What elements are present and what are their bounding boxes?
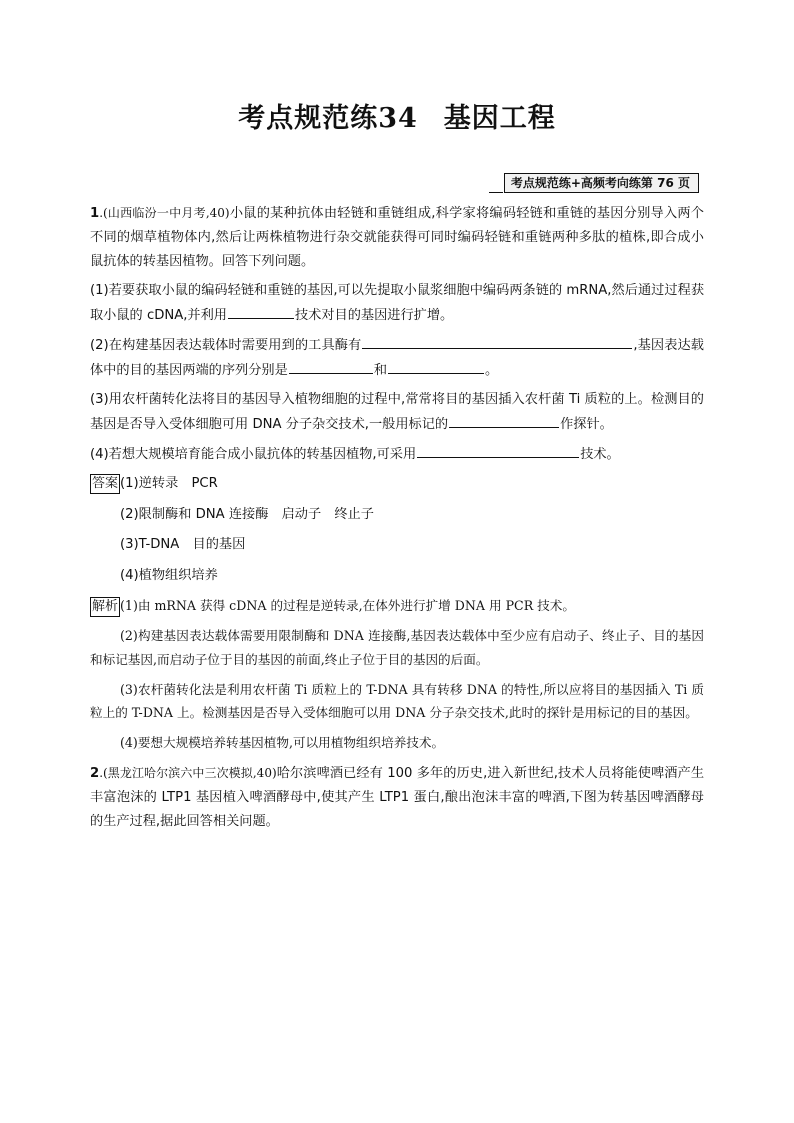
explanation-line-3: (3)农杆菌转化法是利用农杆菌 Ti 质粒上的 T-DNA 具有转移 DNA 的特性,所以应将目的基因插入 Ti 质粒上的 T-DNA 上。检测基因是否导入受体细胞可以用 DNA 分子杂交技术,此时的探针是用标记的目的基因。 bbox=[90, 681, 704, 720]
answer-text: (1)逆转录 PCR bbox=[120, 476, 218, 491]
answer-line-1 bbox=[90, 472, 704, 496]
part-text: (3)用农杆菌转化法将目的基因导入植物细胞的过程中,常常将目的基因插入农杆菌 Ti 质粒的上。检测目的基因是否导入受体细胞可用 DNA 分子杂交技术,一般用标记的 bbox=[90, 392, 704, 433]
question-2-stem bbox=[90, 761, 704, 835]
page-reference bbox=[489, 173, 699, 193]
answer-label: 答案 bbox=[90, 474, 120, 494]
explanation-text: (1)由 mRNA 获得 cDNA 的过程是逆转录,在体外进行扩增 DNA 用 PCR 技术。 bbox=[120, 598, 575, 613]
part-text: 作探针。 bbox=[560, 417, 613, 433]
answer-line-3: (3)T-DNA 目的基因 bbox=[120, 537, 246, 552]
question-text: 哈尔滨啤酒已经有 100 多年的历史,进入新世纪,技术人员将能使啤酒产生丰富泡沫的 LTP1 基因植入啤酒酵母中,使其产生 LTP1 蛋白,酿出泡沫丰富的啤酒,下图为转基因啤酒酵母的生产过程,据此回答相关问题。 bbox=[90, 766, 705, 830]
page-content bbox=[90, 201, 704, 839]
question-1-part-4 bbox=[90, 442, 704, 467]
part-text: ,基因表达载体中的目的基因两端的序列分别是 bbox=[90, 338, 704, 379]
answer-line-4: (4)植物组织培养 bbox=[120, 567, 218, 583]
answer-blank bbox=[362, 333, 632, 349]
answer-blank bbox=[417, 442, 579, 458]
question-1-part-2 bbox=[90, 333, 704, 383]
part-text: 和 bbox=[373, 363, 387, 379]
question-1-part-1 bbox=[90, 279, 704, 328]
answer-line-2: (2)限制酶和 DNA 连接酶 启动子 终止子 bbox=[120, 506, 374, 522]
part-text: 技术。 bbox=[580, 447, 620, 463]
question-1-stem bbox=[90, 201, 704, 275]
question-text: 小鼠的某种抗体由轻链和重链组成,科学家将编码轻链和重链的基因分别导入两个不同的烟草植物体内,然后让两株植物进行杂交就能获得可同时编码轻链和重链两种多肽的植株,即合成小鼠抗体的转基因植物。回答下列问题。 bbox=[90, 206, 704, 270]
title-topic: 基因工程 bbox=[443, 103, 556, 134]
ref-underline bbox=[489, 176, 503, 193]
question-source: .(黑龙江哈尔滨六中三次模拟,40) bbox=[99, 766, 277, 780]
explanation-line-2: (2)构建基因表达载体需要用限制酶和 DNA 连接酶,基因表达载体中至少应有启动子、终止子、目的基因和标记基因,而启动子位于目的基因的前面,终止子位于目的基因的后面。 bbox=[90, 628, 704, 667]
explanation-line-1 bbox=[90, 594, 704, 618]
answer-blank bbox=[449, 412, 559, 428]
part-text: 技术对目的基因进行扩增。 bbox=[295, 308, 454, 324]
part-text: (2)在构建基因表达载体时需要用到的工具酶有 bbox=[90, 338, 362, 354]
question-number: 2 bbox=[90, 766, 100, 781]
page-title bbox=[0, 96, 794, 135]
part-text: 。 bbox=[485, 363, 499, 379]
answer-blank bbox=[388, 358, 484, 374]
answer-blank bbox=[289, 358, 373, 374]
part-text: 过程获取小鼠的 cDNA,并利用 bbox=[90, 283, 705, 324]
question-source: .(山西临汾一中月考,40) bbox=[99, 206, 230, 220]
explanation-label: 解析 bbox=[90, 597, 120, 617]
part-text: (1)若要获取小鼠的编码轻链和重链的基因,可以先提取小鼠浆细胞中编码两条链的 mRNA,然后通过 bbox=[90, 283, 665, 299]
part-text: (4)若想大规模培育能合成小鼠抗体的转基因植物,可采用 bbox=[90, 447, 417, 463]
title-main: 考点规范练34 bbox=[238, 103, 418, 134]
question-1-part-3 bbox=[90, 388, 704, 437]
explanation-line-4: (4)要想大规模培养转基因植物,可以用植物组织培养技术。 bbox=[120, 735, 445, 750]
answer-blank bbox=[228, 303, 294, 319]
question-number: 1 bbox=[90, 206, 100, 221]
ref-box: 考点规范练+高频考向练第 76 页 bbox=[504, 173, 699, 193]
